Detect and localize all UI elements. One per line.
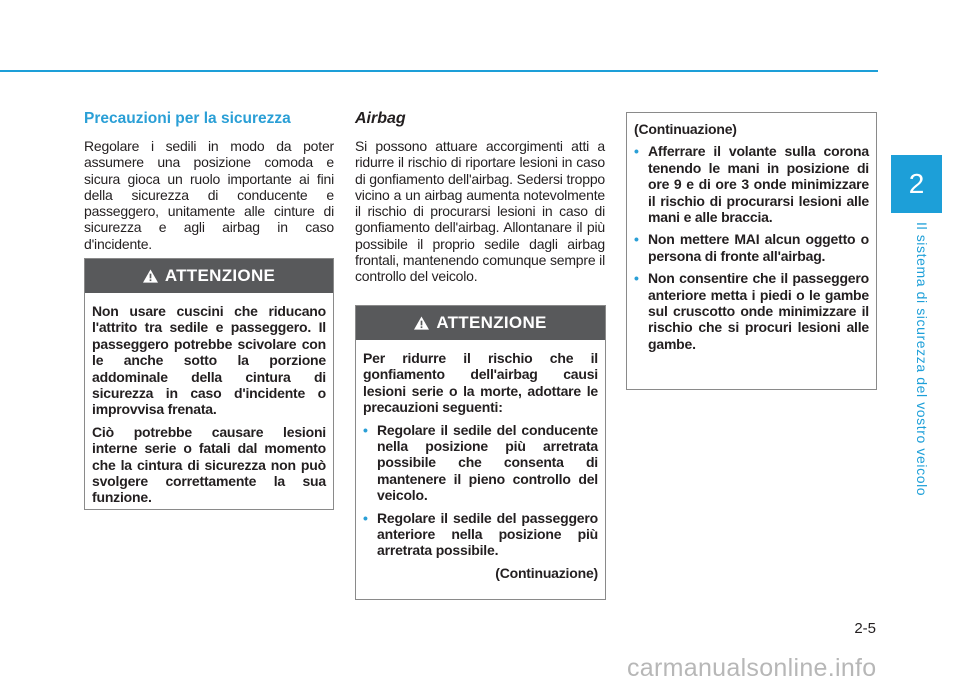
warning-text: Ciò potrebbe causare lesioni interne serie o fatali dal momento che la cintura di sicurezza non può svolgere correttamente la sua funzione.: [92, 423, 326, 506]
section-title: Il sistema di sicurezza del vostro veicolo: [914, 222, 930, 497]
warning-title: ATTENZIONE: [164, 266, 276, 285]
warning-intro: Per ridurre il rischio che il gonfiamento dell'airbag causi lesioni serie o la morte, adottare le precauzioni seguenti:: [363, 350, 598, 416]
warning-header: [356, 306, 605, 340]
left-column: [84, 110, 334, 252]
warning-bullet-list: [363, 422, 598, 559]
warning-body: [356, 340, 605, 589]
list-item: • Non mettere MAI alcun oggetto o persona di fronte all'airbag.: [634, 231, 869, 264]
bullet-dot-icon: •: [363, 509, 368, 526]
list-item: • Regolare il sedile del passeggero anteriore nella posizione più arretrata possibile.: [363, 509, 598, 559]
chapter-tab: [891, 155, 942, 213]
airbag-heading: Airbag: [355, 110, 406, 127]
list-item: • Afferrare il volante sulla corona tenendo le mani in posizione di ore 9 e di ore 3 onde minimizzare il rischio di procurarsi lesioni alle mani e alle braccia.: [634, 143, 869, 226]
footer-watermark: carmanualsonline.info: [627, 654, 877, 682]
bullet-dot-icon: •: [634, 270, 639, 287]
warning-triangle-icon: [414, 316, 429, 330]
page-number: 2-5: [854, 620, 876, 637]
warning-text: Non usare cuscini che riducano l'attrito tra sedile e passeggero. Il passeggero potrebbe scivolare con le anche sotto la porzione addominale della cintura di sicurezza in caso d'incidente o improvvisa frenata.: [92, 303, 326, 418]
warning-title: ATTENZIONE: [436, 313, 547, 332]
warning-bullet-list: [634, 143, 869, 352]
safety-paragraph: Regolare i sedili in modo da poter assumere una posizione comoda e sicura gioca un ruolo importante ai fini della sicurezza di conducente e passeggero, unitamente alle cinture di sicurezza e agli airbag in caso d'incidente.: [84, 138, 334, 252]
warning-box-airbag: [355, 305, 606, 600]
warning-header: [85, 259, 333, 293]
warning-box-cushions: [84, 258, 334, 510]
warning-box-continued: [626, 112, 877, 390]
bullet-dot-icon: •: [634, 143, 639, 160]
middle-column: [355, 110, 605, 285]
warning-body: [85, 293, 333, 520]
bullet-dot-icon: •: [363, 421, 368, 438]
continued-label: (Continuazione): [495, 564, 598, 581]
top-rule: [0, 70, 878, 72]
warning-triangle-icon: [143, 269, 158, 283]
continuation-label: (Continuazione): [634, 121, 737, 137]
warning-body: [627, 113, 876, 366]
list-item: • Regolare il sedile del conducente nella posizione più arretrata possibile che consenta di mantenere il pieno controllo del veicolo.: [363, 421, 598, 504]
list-item: • Non consentire che il passeggero anteriore metta i piedi o le gambe sul cruscotto onde minimizzare il rischio che si procuri lesioni alle gambe.: [634, 270, 869, 352]
section-number: 2: [908, 168, 925, 199]
safety-heading: Precauzioni per la sicurezza: [84, 110, 291, 127]
bullet-dot-icon: •: [634, 231, 639, 248]
airbag-paragraph: Si possono attuare accorgimenti atti a ridurre il rischio di riportare lesioni in caso di gonfiamento dell'airbag. Sedersi troppo vicino a un airbag aumenta notevolmente il rischio di procurarsi lesioni in caso di gonfiamento dell'airbag. Allontanare il più possibile il proprio sedile dagli airbag frontali, mantenendo comunque sempre il controllo del veicolo.: [355, 138, 605, 285]
